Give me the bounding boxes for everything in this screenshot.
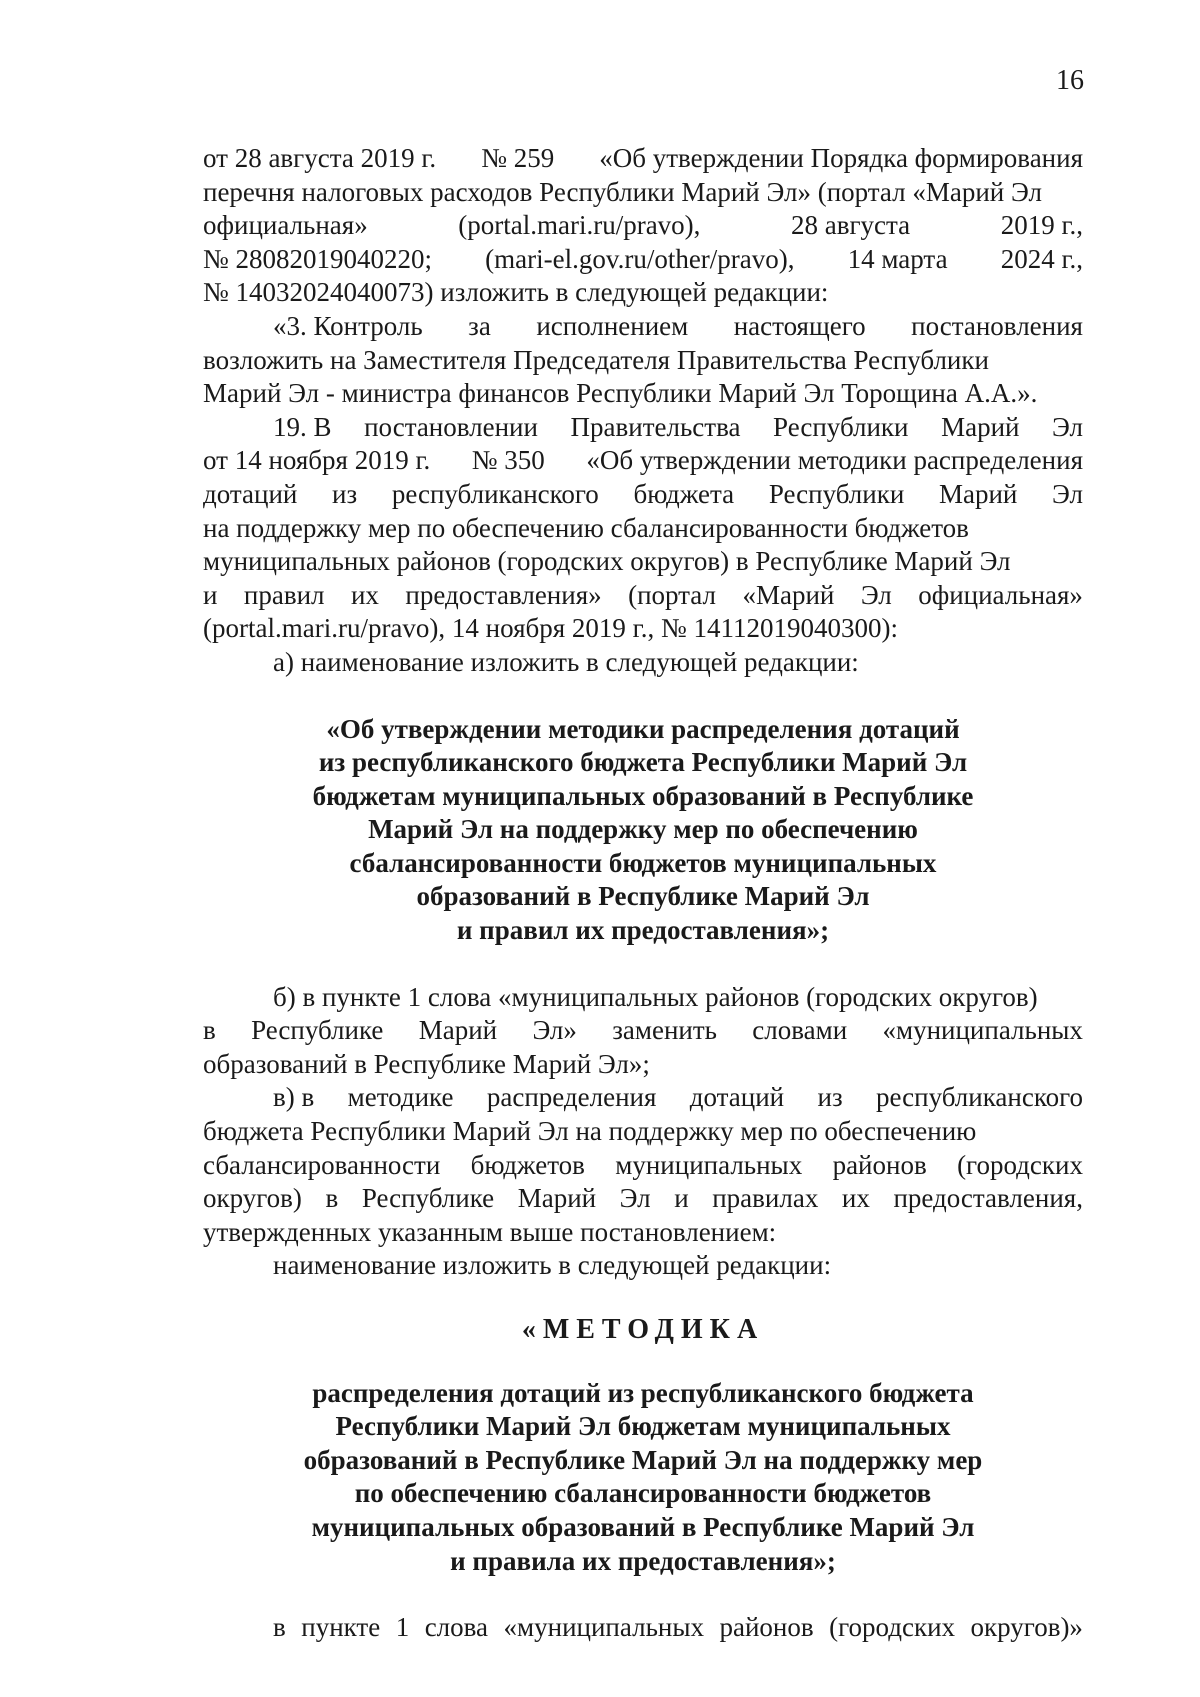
title-2: распределения дотаций из республиканского бюджета Республики Марий Эл бюджетам муниципальных образований в Республике Марий Эл на поддержку мер по обеспечению сбалансированности бюджетов муниципальных образований в Республике Марий Эл и правила их предоставления»; xyxy=(303,1377,983,1576)
text-line: 19. В постановлении Правительства Республики Марий Эл xyxy=(273,411,1083,442)
text-line: муниципальных районов (городских округов) в Республике Марий Эл xyxy=(203,546,1011,577)
text-line: округов) в Республике Марий Эл и правилах их предоставления, xyxy=(203,1183,1083,1214)
text-line: бюджета Республики Марий Эл на поддержку мер по обеспечению xyxy=(203,1116,977,1147)
paragraph-7: наименование изложить в следующей редакции: xyxy=(273,1250,832,1281)
text-line: в пункте 1 слова «муниципальных районов (городских округов)» xyxy=(273,1612,1083,1643)
paragraph-8 xyxy=(203,1611,1083,1645)
paragraph-5 xyxy=(203,981,1083,1082)
heading-methodology: «МЕТОДИКА xyxy=(521,1314,765,1345)
paragraph-4: а) наименование изложить в следующей редакции: xyxy=(273,646,859,677)
paragraph-3 xyxy=(203,411,1083,646)
text-line: «3. Контроль за исполнением настоящего постановления xyxy=(273,310,1083,341)
text-line: официальная» (portal.mari.ru/pravo), 28 августа 2019 г., xyxy=(203,210,1083,241)
text-line: Марий Эл - министра финансов Республики Марий Эл Торощина А.А.». xyxy=(203,378,1038,409)
text-line: в) в методике распределения дотаций из республиканского xyxy=(273,1082,1083,1113)
text-line: перечня налоговых расходов Республики Марий Эл» (портал «Марий Эл xyxy=(203,176,1042,207)
text-line: дотаций из республиканского бюджета Республики Марий Эл xyxy=(203,478,1083,509)
paragraph-1 xyxy=(203,142,1083,310)
text-line: сбалансированности бюджетов муниципальных районов (городских xyxy=(203,1149,1083,1180)
text-line: б) в пункте 1 слова «муниципальных районов (городских округов) xyxy=(273,981,1038,1012)
text-line: в Республике Марий Эл» заменить словами «муниципальных xyxy=(203,1015,1083,1046)
text-line: образований в Республике Марий Эл»; xyxy=(203,1048,650,1079)
text-line: от 28 августа 2019 г. № 259 «Об утверждении Порядка формирования xyxy=(203,143,1083,173)
text-line: возложить на Заместителя Председателя Правительства Республики xyxy=(203,344,989,375)
text-line: № 14032024040073) изложить в следующей редакции: xyxy=(203,277,829,308)
text-line: утвержденных указанным выше постановлением: xyxy=(203,1216,777,1247)
document-body xyxy=(203,142,1083,1645)
page-number: 16 xyxy=(1056,65,1084,96)
title-1: «Об утверждении методики распределения дотаций из республиканского бюджета Республики Марий Эл бюджетам муниципальных образований в Республике Марий Эл на поддержку мер по обеспечению сбалансированности бюджетов муниципальных образований в Республике Марий Эл и правил их предоставления»; xyxy=(312,713,974,946)
text-line: на поддержку мер по обеспечению сбалансированности бюджетов xyxy=(203,512,969,543)
text-line: и правил их предоставления» (портал «Марий Эл официальная» xyxy=(203,579,1083,610)
paragraph-2 xyxy=(203,310,1083,411)
text-line: от 14 ноября 2019 г. № 350 «Об утверждении методики распределения xyxy=(203,445,1083,476)
text-line: № 28082019040220; (mari-el.gov.ru/other/pravo), 14 марта 2024 г., xyxy=(203,243,1083,274)
text-line: (portal.mari.ru/pravo), 14 ноября 2019 г., № 14112019040300): xyxy=(203,613,898,644)
paragraph-6 xyxy=(203,1081,1083,1249)
